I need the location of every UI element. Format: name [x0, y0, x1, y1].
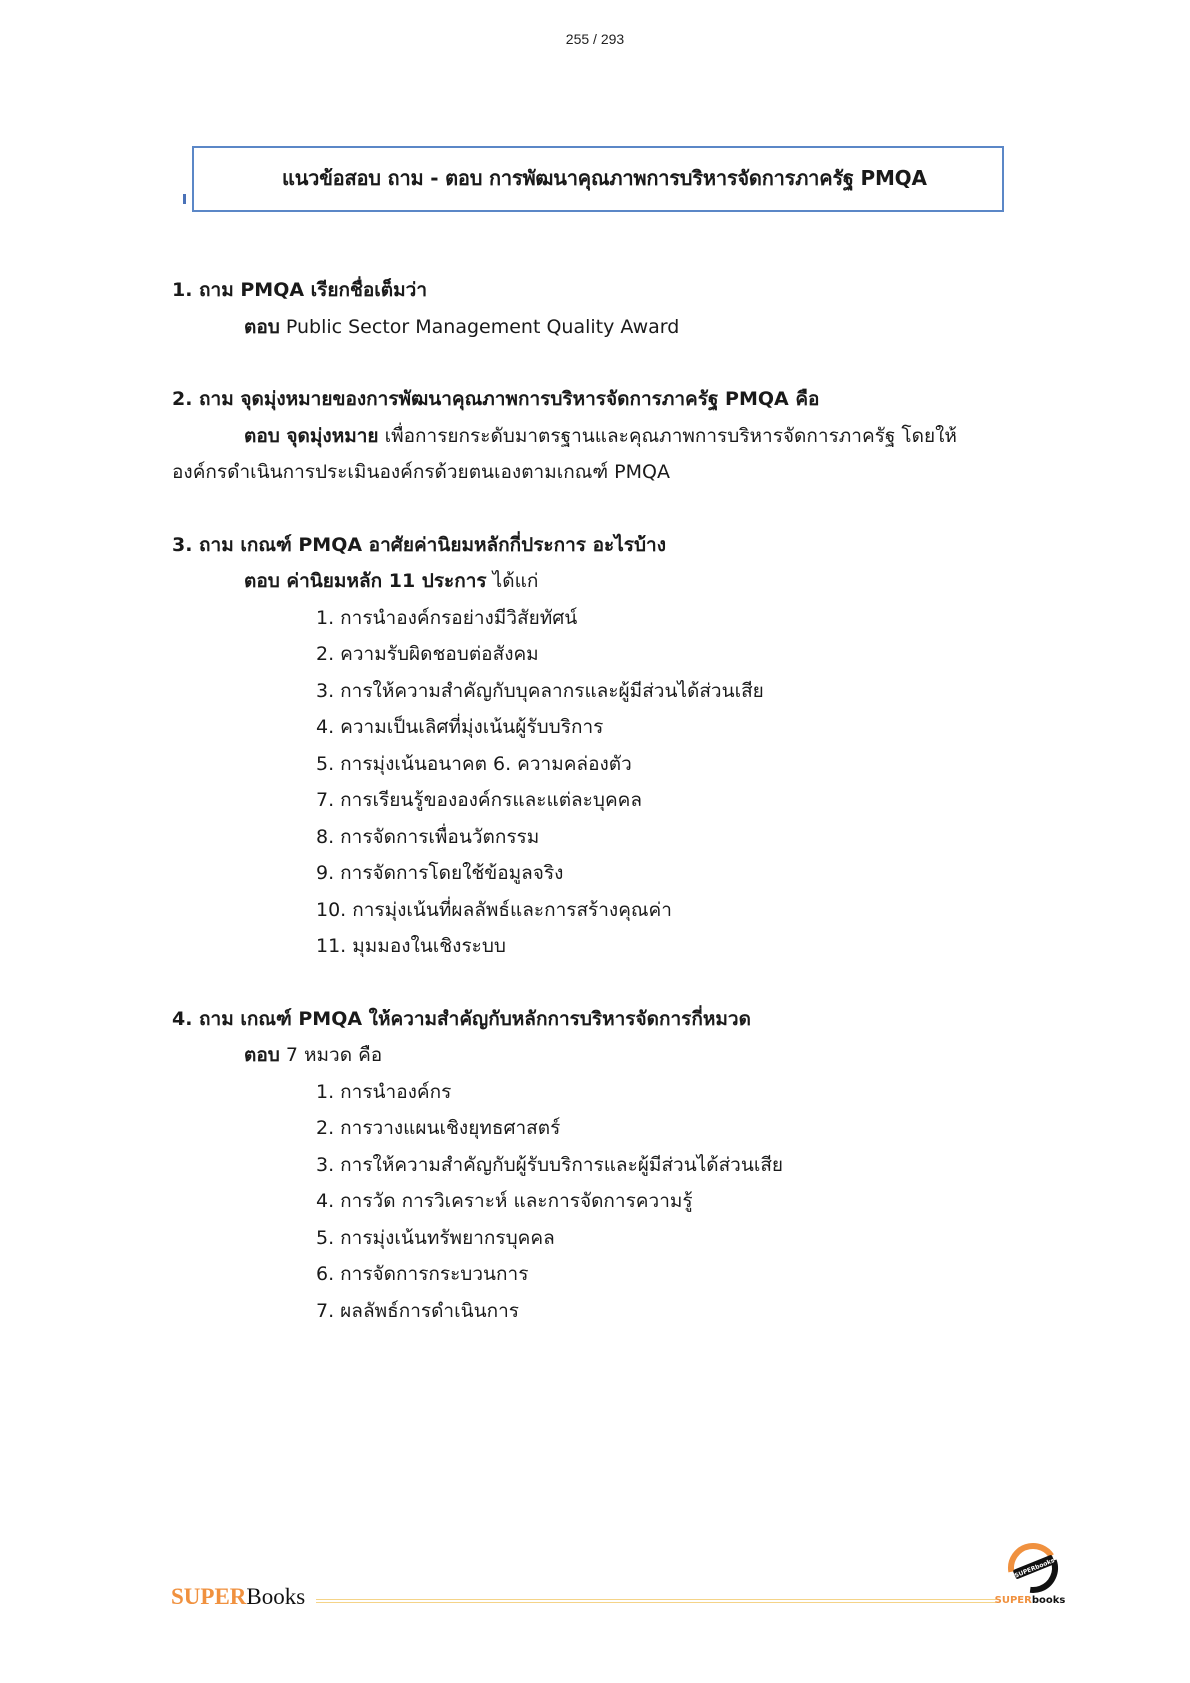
- answer-text: 7 หมวด คือ: [279, 1044, 383, 1066]
- answer-label: ตอบ ค่านิยมหลัก 11 ประการ: [244, 570, 487, 592]
- list-item: 1. การนำองค์กร: [316, 1080, 452, 1103]
- question-2: 2. ถาม จุดมุ่งหมายของการพัฒนาคุณภาพการบริหารจัดการภาครัฐ PMQA คือ: [172, 388, 820, 410]
- book-ring-logo-icon: [985, 1540, 1075, 1596]
- page-title: แนวข้อสอบ ถาม - ตอบ การพัฒนาคุณภาพการบริหารจัดการภาครัฐ PMQA: [282, 166, 927, 190]
- list-item: 6. การจัดการกระบวนการ: [316, 1263, 529, 1285]
- qa-content: [172, 272, 1032, 1365]
- superbooks-logo: [985, 1540, 1075, 1610]
- list-item: 9. การจัดการโดยใช้ข้อมูลจริง: [316, 862, 564, 884]
- qa-section-4: [172, 1001, 1032, 1330]
- core-values-list: [172, 600, 1032, 965]
- answer-label: ตอบ: [244, 1044, 280, 1066]
- footer-divider: [316, 1599, 996, 1603]
- list-item: 11. มุมมองในเชิงระบบ: [316, 935, 506, 957]
- answer-label: ตอบ จุดมุ่งหมาย: [244, 424, 379, 447]
- list-item: 4. การวัด การวิเคราะห์ และการจัดการความรู้: [316, 1190, 693, 1212]
- svg-text:SUPERbooks: SUPERbooks: [1013, 1557, 1056, 1580]
- list-item: 5. การมุ่งเน้นทรัพยากรบุคคล: [316, 1226, 555, 1249]
- question-4: 4. ถาม เกณฑ์ PMQA ให้ความสำคัญกับหลักการบริหารจัดการกี่หมวด: [172, 1007, 751, 1030]
- question-3: 3. ถาม เกณฑ์ PMQA อาศัยค่านิยมหลักกี่ประการ อะไรบ้าง: [172, 533, 666, 556]
- brand-books: Books: [246, 1584, 306, 1609]
- answer-text: Public Sector Management Quality Award: [279, 315, 680, 338]
- list-item: 1. การนำองค์กรอย่างมีวิสัยทัศน์: [316, 606, 578, 629]
- answer-4: [172, 1037, 1032, 1074]
- list-item: 8. การจัดการเพื่อนวัตกรรม: [316, 825, 540, 848]
- qa-section-3: [172, 527, 1032, 965]
- list-item: 7. ผลลัพธ์การดำเนินการ: [316, 1299, 519, 1322]
- page-number: 255 / 293: [565, 31, 625, 47]
- answer-2: [172, 418, 1032, 455]
- qa-section-1: [172, 272, 1032, 345]
- answer-1: [172, 309, 1032, 346]
- title-box: [192, 146, 1004, 212]
- list-item: 3. การให้ความสำคัญกับผู้รับบริการและผู้มีส่วนได้ส่วนเสีย: [316, 1153, 784, 1176]
- answer-2-continuation: องค์กรดำเนินการประเมินองค์กรด้วยตนเองตามเกณฑ์ PMQA: [172, 461, 670, 483]
- list-item: 7. การเรียนรู้ขององค์กรและแต่ละบุคคล: [316, 789, 643, 811]
- answer-text: เพื่อการยกระดับมาตรฐานและคุณภาพการบริหารจัดการภาครัฐ โดยให้: [378, 424, 957, 447]
- list-item: 4. ความเป็นเลิศที่มุ่งเน้นผู้รับบริการ: [316, 716, 604, 738]
- brand-super: SUPER: [171, 1584, 247, 1609]
- logo-wordmark: SUPERbooks: [994, 1595, 1066, 1606]
- categories-list: [172, 1074, 1032, 1330]
- qa-section-2: [172, 381, 1032, 491]
- list-item: 2. การวางแผนเชิงยุทธศาสตร์: [316, 1117, 561, 1139]
- answer-label: ตอบ: [244, 315, 280, 338]
- list-item: 5. การมุ่งเน้นอนาคต 6. ความคล่องตัว: [316, 752, 632, 775]
- text-cursor-mark: [183, 194, 186, 204]
- question-1: 1. ถาม PMQA เรียกชื่อเต็มว่า: [172, 279, 428, 301]
- footer-brand: [171, 1584, 305, 1610]
- list-item: 3. การให้ความสำคัญกับบุคลากรและผู้มีส่วนได้ส่วนเสีย: [316, 679, 764, 702]
- answer-text: ได้แก่: [486, 570, 539, 592]
- list-item: 10. การมุ่งเน้นที่ผลลัพธ์และการสร้างคุณค่า: [316, 898, 672, 921]
- answer-3: [172, 563, 1032, 600]
- list-item: 2. ความรับผิดชอบต่อสังคม: [316, 643, 539, 665]
